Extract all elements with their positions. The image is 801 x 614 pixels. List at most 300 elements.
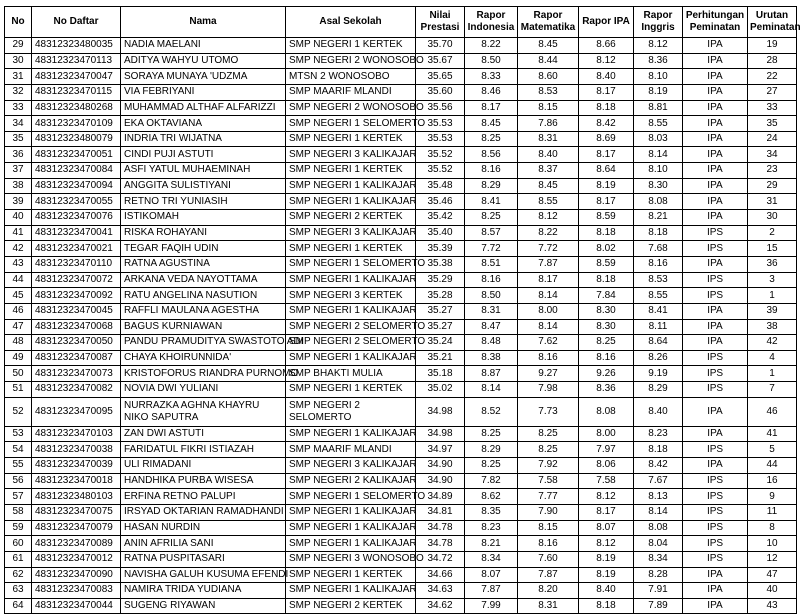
cell-urutan-peminatan: 2: [748, 225, 797, 241]
cell-asal-sekolah: SMP NEGERI 2 SELOMERTO: [286, 397, 416, 426]
cell-urutan-peminatan: 42: [748, 335, 797, 351]
cell-asal-sekolah: SMP NEGERI 1 KERTEK: [286, 38, 416, 54]
cell-rapor-inggris: 8.36: [634, 53, 683, 69]
cell-rapor-matematika: 7.73: [518, 397, 579, 426]
cell-no: 42: [5, 241, 32, 257]
table-row: [5, 567, 797, 583]
table-row: [5, 366, 797, 382]
cell-nama: NAVISHA GALUH KUSUMA EFENDI: [121, 567, 286, 583]
cell-rapor-matematika: 7.90: [518, 504, 579, 520]
cell-nilai-prestasi: 34.66: [416, 567, 465, 583]
cell-nama: CINDI PUJI ASTUTI: [121, 147, 286, 163]
table-row: [5, 147, 797, 163]
cell-no-daftar: 48312323480103: [32, 489, 121, 505]
cell-rapor-inggris: 8.23: [634, 426, 683, 442]
cell-rapor-ipa: 8.64: [579, 163, 634, 179]
cell-nilai-prestasi: 35.48: [416, 178, 465, 194]
cell-no: 64: [5, 598, 32, 614]
cell-rapor-indonesia: 8.56: [465, 147, 518, 163]
cell-nama: ZAN DWI ASTUTI: [121, 426, 286, 442]
cell-rapor-inggris: 7.89: [634, 598, 683, 614]
cell-perhitungan-peminatan: IPS: [683, 442, 748, 458]
cell-perhitungan-peminatan: IPA: [683, 178, 748, 194]
cell-rapor-indonesia: 8.46: [465, 84, 518, 100]
cell-nama: RISKA ROHAYANI: [121, 225, 286, 241]
header-rapor-inggris: Rapor Inggris: [634, 7, 683, 38]
cell-rapor-indonesia: 8.87: [465, 366, 518, 382]
cell-rapor-ipa: 8.17: [579, 194, 634, 210]
cell-nama: RATU ANGELINA NASUTION: [121, 288, 286, 304]
cell-urutan-peminatan: 23: [748, 163, 797, 179]
cell-urutan-peminatan: 47: [748, 567, 797, 583]
cell-rapor-inggris: 8.12: [634, 38, 683, 54]
cell-rapor-matematika: 7.72: [518, 241, 579, 257]
cell-nilai-prestasi: 35.53: [416, 116, 465, 132]
cell-rapor-indonesia: 8.50: [465, 288, 518, 304]
cell-nama: RATNA PUSPITASARI: [121, 551, 286, 567]
table-row: [5, 397, 797, 426]
cell-rapor-inggris: 8.42: [634, 458, 683, 474]
cell-no: 33: [5, 100, 32, 116]
cell-nama: ASFI YATUL MUHAEMINAH: [121, 163, 286, 179]
cell-rapor-matematika: 7.87: [518, 567, 579, 583]
table-row: [5, 426, 797, 442]
cell-perhitungan-peminatan: IPA: [683, 598, 748, 614]
table-row: [5, 116, 797, 132]
cell-rapor-matematika: 8.55: [518, 194, 579, 210]
cell-rapor-inggris: 7.91: [634, 583, 683, 599]
cell-rapor-inggris: 8.18: [634, 225, 683, 241]
cell-perhitungan-peminatan: IPA: [683, 53, 748, 69]
cell-perhitungan-peminatan: IPA: [683, 303, 748, 319]
cell-urutan-peminatan: 4: [748, 350, 797, 366]
cell-asal-sekolah: SMP NEGERI 1 KERTEK: [286, 382, 416, 398]
cell-rapor-ipa: 8.06: [579, 458, 634, 474]
cell-no-daftar: 48312323480079: [32, 131, 121, 147]
cell-rapor-indonesia: 8.25: [465, 458, 518, 474]
cell-nama: FARIDATUL FIKRI ISTIAZAH: [121, 442, 286, 458]
cell-rapor-indonesia: 7.99: [465, 598, 518, 614]
cell-nilai-prestasi: 35.24: [416, 335, 465, 351]
cell-rapor-ipa: 8.18: [579, 272, 634, 288]
cell-nama: ERFINA RETNO PALUPI: [121, 489, 286, 505]
cell-no: 46: [5, 303, 32, 319]
cell-no: 58: [5, 504, 32, 520]
cell-rapor-indonesia: 7.87: [465, 583, 518, 599]
cell-rapor-ipa: 8.17: [579, 504, 634, 520]
cell-nilai-prestasi: 34.90: [416, 473, 465, 489]
cell-nilai-prestasi: 35.52: [416, 163, 465, 179]
cell-rapor-matematika: 8.22: [518, 225, 579, 241]
table-row: [5, 53, 797, 69]
cell-rapor-ipa: 8.12: [579, 489, 634, 505]
cell-perhitungan-peminatan: IPA: [683, 567, 748, 583]
cell-no: 60: [5, 536, 32, 552]
cell-perhitungan-peminatan: IPA: [683, 69, 748, 85]
cell-rapor-indonesia: 8.29: [465, 442, 518, 458]
cell-perhitungan-peminatan: IPA: [683, 458, 748, 474]
cell-nama: EKA OKTAVIANA: [121, 116, 286, 132]
header-rapor-matematika: Rapor Matematika: [518, 7, 579, 38]
cell-rapor-inggris: 8.21: [634, 210, 683, 226]
cell-nilai-prestasi: 35.21: [416, 350, 465, 366]
cell-asal-sekolah: SMP NEGERI 1 KERTEK: [286, 241, 416, 257]
cell-no-daftar: 48312323470113: [32, 53, 121, 69]
cell-rapor-matematika: 9.27: [518, 366, 579, 382]
cell-perhitungan-peminatan: IPS: [683, 225, 748, 241]
cell-no: 59: [5, 520, 32, 536]
cell-nama: KRISTOFORUS RIANDRA PURNOMO: [121, 366, 286, 382]
cell-asal-sekolah: SMP NEGERI 2 KERTEK: [286, 598, 416, 614]
cell-rapor-indonesia: 8.23: [465, 520, 518, 536]
cell-asal-sekolah: SMP NEGERI 1 KALIKAJAR: [286, 178, 416, 194]
table-row: [5, 583, 797, 599]
cell-perhitungan-peminatan: IPA: [683, 397, 748, 426]
cell-rapor-inggris: 8.41: [634, 303, 683, 319]
ranking-table: [4, 6, 801, 614]
cell-rapor-inggris: 8.11: [634, 319, 683, 335]
cell-urutan-peminatan: 1: [748, 288, 797, 304]
cell-rapor-indonesia: 8.25: [465, 210, 518, 226]
cell-urutan-peminatan: 9: [748, 489, 797, 505]
header-nilai-prestasi: Nilai Prestasi: [416, 7, 465, 38]
cell-rapor-ipa: 8.08: [579, 397, 634, 426]
cell-no: 35: [5, 131, 32, 147]
cell-nilai-prestasi: 35.67: [416, 53, 465, 69]
table-row: [5, 241, 797, 257]
cell-perhitungan-peminatan: IPS: [683, 489, 748, 505]
cell-rapor-inggris: 8.81: [634, 100, 683, 116]
cell-urutan-peminatan: 34: [748, 147, 797, 163]
cell-no: 31: [5, 69, 32, 85]
cell-rapor-inggris: 8.29: [634, 382, 683, 398]
cell-rapor-inggris: 8.55: [634, 116, 683, 132]
cell-asal-sekolah: SMP NEGERI 3 KALIKAJAR: [286, 225, 416, 241]
table-row: [5, 272, 797, 288]
table-row: [5, 382, 797, 398]
cell-perhitungan-peminatan: IPS: [683, 520, 748, 536]
cell-urutan-peminatan: 39: [748, 303, 797, 319]
cell-no: 53: [5, 426, 32, 442]
cell-asal-sekolah: SMP NEGERI 1 SELOMERTO: [286, 116, 416, 132]
cell-rapor-ipa: 8.30: [579, 319, 634, 335]
cell-perhitungan-peminatan: IPA: [683, 131, 748, 147]
cell-no-daftar: 48312323470018: [32, 473, 121, 489]
cell-urutan-peminatan: 29: [748, 178, 797, 194]
cell-rapor-ipa: 8.19: [579, 551, 634, 567]
cell-urutan-peminatan: 16: [748, 473, 797, 489]
cell-asal-sekolah: SMP NEGERI 1 SELOMERTO: [286, 489, 416, 505]
cell-nilai-prestasi: 35.40: [416, 225, 465, 241]
cell-no: 37: [5, 163, 32, 179]
cell-rapor-indonesia: 8.48: [465, 335, 518, 351]
header-asal-sekolah: Asal Sekolah: [286, 7, 416, 38]
cell-nilai-prestasi: 34.72: [416, 551, 465, 567]
cell-nilai-prestasi: 35.60: [416, 84, 465, 100]
cell-urutan-peminatan: 38: [748, 319, 797, 335]
cell-rapor-ipa: 9.26: [579, 366, 634, 382]
cell-urutan-peminatan: 11: [748, 504, 797, 520]
cell-nama: ANIN AFRILIA SANI: [121, 536, 286, 552]
cell-rapor-inggris: 8.14: [634, 147, 683, 163]
cell-rapor-inggris: 8.64: [634, 335, 683, 351]
cell-asal-sekolah: SMP BHAKTI MULIA: [286, 366, 416, 382]
cell-rapor-matematika: 8.45: [518, 38, 579, 54]
cell-rapor-ipa: 8.18: [579, 225, 634, 241]
table-row: [5, 350, 797, 366]
cell-rapor-indonesia: 8.50: [465, 53, 518, 69]
table-row: [5, 163, 797, 179]
cell-rapor-inggris: 8.10: [634, 163, 683, 179]
header-nama: Nama: [121, 7, 286, 38]
cell-nama: NAMIRA TRIDA YUDIANA: [121, 583, 286, 599]
cell-asal-sekolah: SMP NEGERI 1 KALIKAJAR: [286, 350, 416, 366]
cell-nilai-prestasi: 35.28: [416, 288, 465, 304]
cell-no-daftar: 48312323480035: [32, 38, 121, 54]
cell-asal-sekolah: SMP NEGERI 3 KALIKAJAR: [286, 458, 416, 474]
table-row: [5, 335, 797, 351]
cell-rapor-indonesia: 8.31: [465, 303, 518, 319]
cell-rapor-ipa: 8.59: [579, 210, 634, 226]
cell-rapor-ipa: 7.58: [579, 473, 634, 489]
header-urutan-peminatan: Urutan Peminatan: [748, 7, 797, 38]
cell-rapor-inggris: 8.04: [634, 536, 683, 552]
cell-urutan-peminatan: 15: [748, 241, 797, 257]
cell-nama: PANDU PRAMUDITYA SWASTOTO ADI: [121, 335, 286, 351]
cell-perhitungan-peminatan: IPS: [683, 504, 748, 520]
cell-nilai-prestasi: 35.18: [416, 366, 465, 382]
cell-rapor-inggris: 8.08: [634, 520, 683, 536]
cell-rapor-ipa: 8.40: [579, 583, 634, 599]
cell-rapor-indonesia: 8.22: [465, 38, 518, 54]
cell-asal-sekolah: SMP NEGERI 1 KALIKAJAR: [286, 520, 416, 536]
cell-nama: ANGGITA SULISTIYANI: [121, 178, 286, 194]
cell-rapor-indonesia: 8.38: [465, 350, 518, 366]
cell-nilai-prestasi: 35.56: [416, 100, 465, 116]
cell-rapor-inggris: 8.53: [634, 272, 683, 288]
cell-no-daftar: 48312323470094: [32, 178, 121, 194]
cell-rapor-inggris: 8.55: [634, 288, 683, 304]
cell-rapor-matematika: 8.37: [518, 163, 579, 179]
cell-nilai-prestasi: 34.63: [416, 583, 465, 599]
cell-asal-sekolah: SMP NEGERI 2 WONOSOBO: [286, 100, 416, 116]
cell-asal-sekolah: SMP NEGERI 2 KERTEK: [286, 210, 416, 226]
cell-nama: ULI RIMADANI: [121, 458, 286, 474]
cell-rapor-ipa: 8.18: [579, 100, 634, 116]
cell-no-daftar: 48312323470044: [32, 598, 121, 614]
table-row: [5, 131, 797, 147]
cell-rapor-matematika: 8.25: [518, 442, 579, 458]
cell-nilai-prestasi: 34.89: [416, 489, 465, 505]
cell-rapor-inggris: 8.30: [634, 178, 683, 194]
cell-no: 55: [5, 458, 32, 474]
cell-perhitungan-peminatan: IPS: [683, 473, 748, 489]
cell-rapor-matematika: 8.15: [518, 100, 579, 116]
cell-no-daftar: 48312323470109: [32, 116, 121, 132]
cell-nama: ARKANA VEDA NAYOTTAMA: [121, 272, 286, 288]
cell-rapor-matematika: 8.17: [518, 272, 579, 288]
cell-no: 56: [5, 473, 32, 489]
table-row: [5, 69, 797, 85]
cell-rapor-indonesia: 8.57: [465, 225, 518, 241]
cell-urutan-peminatan: 24: [748, 131, 797, 147]
cell-rapor-indonesia: 7.82: [465, 473, 518, 489]
cell-asal-sekolah: SMP NEGERI 1 KERTEK: [286, 567, 416, 583]
table-row: [5, 473, 797, 489]
cell-nama: INDRIA TRI WIJATNA: [121, 131, 286, 147]
cell-urutan-peminatan: 27: [748, 84, 797, 100]
cell-rapor-matematika: 8.15: [518, 520, 579, 536]
cell-urutan-peminatan: 28: [748, 53, 797, 69]
cell-rapor-matematika: 8.14: [518, 319, 579, 335]
cell-asal-sekolah: SMP NEGERI 3 KALIKAJAR: [286, 147, 416, 163]
cell-rapor-matematika: 8.16: [518, 536, 579, 552]
table-row: [5, 288, 797, 304]
cell-asal-sekolah: SMP NEGERI 2 WONOSOBO: [286, 53, 416, 69]
cell-no-daftar: 48312323470075: [32, 504, 121, 520]
cell-asal-sekolah: SMP NEGERI 1 SELOMERTO: [286, 256, 416, 272]
cell-rapor-indonesia: 8.25: [465, 131, 518, 147]
cell-rapor-ipa: 8.19: [579, 567, 634, 583]
header-perhitungan-peminatan: Perhitungan Peminatan: [683, 7, 748, 38]
table-row: [5, 38, 797, 54]
cell-asal-sekolah: SMP NEGERI 3 KERTEK: [286, 288, 416, 304]
cell-no: 41: [5, 225, 32, 241]
cell-perhitungan-peminatan: IPS: [683, 536, 748, 552]
cell-rapor-inggris: 8.14: [634, 504, 683, 520]
cell-nilai-prestasi: 35.42: [416, 210, 465, 226]
cell-urutan-peminatan: 7: [748, 382, 797, 398]
cell-no: 62: [5, 567, 32, 583]
cell-no-daftar: 48312323470115: [32, 84, 121, 100]
table-row: [5, 551, 797, 567]
cell-rapor-inggris: 8.18: [634, 442, 683, 458]
cell-rapor-ipa: 8.17: [579, 84, 634, 100]
cell-rapor-indonesia: 8.62: [465, 489, 518, 505]
cell-rapor-inggris: 8.08: [634, 194, 683, 210]
cell-no: 38: [5, 178, 32, 194]
cell-rapor-matematika: 8.44: [518, 53, 579, 69]
table-row: [5, 598, 797, 614]
cell-perhitungan-peminatan: IPA: [683, 335, 748, 351]
cell-rapor-matematika: 8.00: [518, 303, 579, 319]
cell-nilai-prestasi: 34.78: [416, 536, 465, 552]
cell-rapor-ipa: 8.66: [579, 38, 634, 54]
cell-rapor-inggris: 8.34: [634, 551, 683, 567]
cell-nilai-prestasi: 35.29: [416, 272, 465, 288]
cell-nama: VIA FEBRIYANI: [121, 84, 286, 100]
cell-nama: BAGUS KURNIAWAN: [121, 319, 286, 335]
cell-perhitungan-peminatan: IPS: [683, 272, 748, 288]
cell-rapor-ipa: 8.18: [579, 598, 634, 614]
table-row: [5, 504, 797, 520]
cell-perhitungan-peminatan: IPA: [683, 256, 748, 272]
cell-rapor-ipa: 7.84: [579, 288, 634, 304]
cell-perhitungan-peminatan: IPA: [683, 38, 748, 54]
cell-nilai-prestasi: 35.27: [416, 319, 465, 335]
cell-no: 63: [5, 583, 32, 599]
cell-no-daftar: 48312323470021: [32, 241, 121, 257]
cell-rapor-inggris: 7.67: [634, 473, 683, 489]
table-row: [5, 520, 797, 536]
cell-no: 34: [5, 116, 32, 132]
ranking-table-container: [4, 6, 801, 614]
cell-rapor-indonesia: 8.52: [465, 397, 518, 426]
cell-perhitungan-peminatan: IPA: [683, 116, 748, 132]
table-body: [5, 38, 797, 614]
table-row: [5, 489, 797, 505]
cell-urutan-peminatan: 30: [748, 210, 797, 226]
cell-perhitungan-peminatan: IPS: [683, 350, 748, 366]
cell-no-daftar: 48312323470082: [32, 382, 121, 398]
cell-nama: ISTIKOMAH: [121, 210, 286, 226]
cell-no: 52: [5, 397, 32, 426]
cell-no-daftar: 48312323470103: [32, 426, 121, 442]
cell-urutan-peminatan: 5: [748, 442, 797, 458]
cell-urutan-peminatan: 10: [748, 536, 797, 552]
cell-no-daftar: 48312323470084: [32, 163, 121, 179]
cell-rapor-ipa: 8.17: [579, 147, 634, 163]
cell-rapor-inggris: 8.19: [634, 84, 683, 100]
cell-no-daftar: 48312323480268: [32, 100, 121, 116]
cell-perhitungan-peminatan: IPS: [683, 551, 748, 567]
cell-perhitungan-peminatan: IPA: [683, 426, 748, 442]
cell-rapor-indonesia: 8.17: [465, 100, 518, 116]
cell-nilai-prestasi: 35.53: [416, 131, 465, 147]
cell-perhitungan-peminatan: IPA: [683, 84, 748, 100]
header-no-daftar: No Daftar: [32, 7, 121, 38]
table-row: [5, 458, 797, 474]
cell-no-daftar: 48312323470079: [32, 520, 121, 536]
cell-no-daftar: 48312323470041: [32, 225, 121, 241]
cell-perhitungan-peminatan: IPS: [683, 288, 748, 304]
cell-rapor-ipa: 8.12: [579, 536, 634, 552]
cell-rapor-indonesia: 8.25: [465, 426, 518, 442]
table-row: [5, 178, 797, 194]
cell-urutan-peminatan: 44: [748, 458, 797, 474]
cell-asal-sekolah: SMP NEGERI 1 KALIKAJAR: [286, 504, 416, 520]
cell-asal-sekolah: SMP MAARIF MLANDI: [286, 442, 416, 458]
cell-no: 54: [5, 442, 32, 458]
cell-rapor-matematika: 7.86: [518, 116, 579, 132]
cell-nama: RETNO TRI YUNIASIH: [121, 194, 286, 210]
cell-rapor-matematika: 8.53: [518, 84, 579, 100]
cell-no-daftar: 48312323470039: [32, 458, 121, 474]
cell-rapor-matematika: 7.58: [518, 473, 579, 489]
cell-rapor-ipa: 8.19: [579, 178, 634, 194]
cell-nilai-prestasi: 34.90: [416, 458, 465, 474]
cell-nilai-prestasi: 35.27: [416, 303, 465, 319]
cell-rapor-matematika: 8.31: [518, 131, 579, 147]
cell-asal-sekolah: SMP NEGERI 3 WONOSOBO: [286, 551, 416, 567]
cell-rapor-inggris: 8.13: [634, 489, 683, 505]
cell-nilai-prestasi: 34.62: [416, 598, 465, 614]
cell-rapor-inggris: 8.03: [634, 131, 683, 147]
cell-rapor-indonesia: 8.33: [465, 69, 518, 85]
cell-nama: NADIA MAELANI: [121, 38, 286, 54]
cell-no-daftar: 48312323470083: [32, 583, 121, 599]
cell-nama: ADITYA WAHYU UTOMO: [121, 53, 286, 69]
cell-nilai-prestasi: 34.81: [416, 504, 465, 520]
cell-rapor-indonesia: 8.29: [465, 178, 518, 194]
cell-nilai-prestasi: 34.98: [416, 426, 465, 442]
cell-rapor-indonesia: 8.16: [465, 163, 518, 179]
cell-asal-sekolah: SMP MAARIF MLANDI: [286, 84, 416, 100]
cell-nama: SORAYA MUNAYA 'UDZMA: [121, 69, 286, 85]
cell-rapor-inggris: 8.40: [634, 397, 683, 426]
cell-no-daftar: 48312323470087: [32, 350, 121, 366]
cell-rapor-ipa: 8.69: [579, 131, 634, 147]
